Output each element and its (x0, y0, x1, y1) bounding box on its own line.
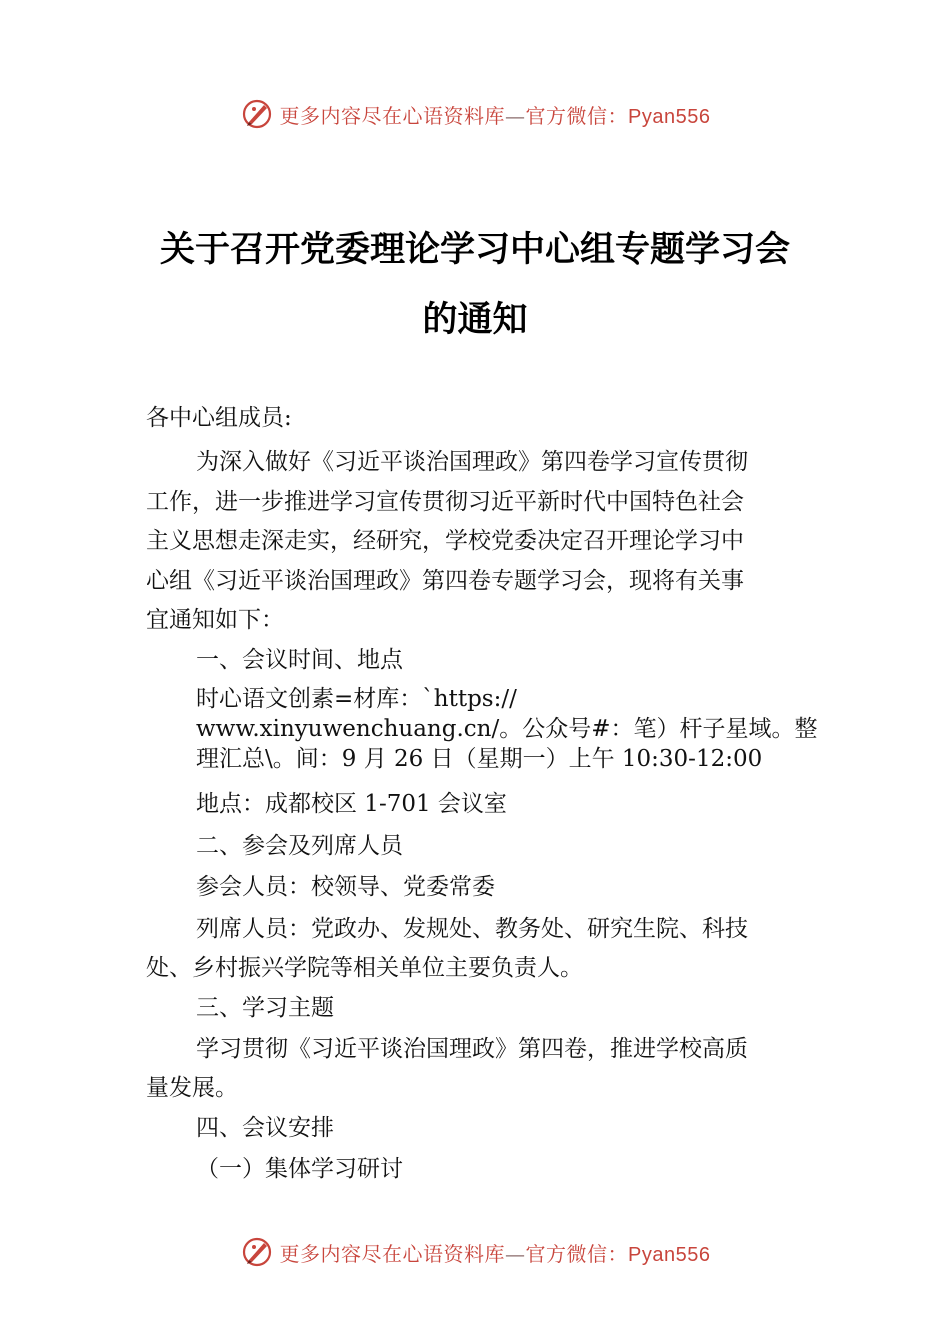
banner-text (280, 1238, 711, 1267)
intro-line: 主义思想走深走实，经研究，学校党委决定召开理论学习中 (146, 528, 744, 554)
section-heading-2: 二、参会及列席人员 (196, 833, 403, 859)
banner-part1: 更多内容尽在心语资料库 (279, 103, 506, 128)
attendees-line: 参会人员：校领导、党委常委 (196, 874, 495, 900)
salutation: 各中心组成员: (146, 405, 292, 431)
banner-dash: — (505, 103, 526, 128)
header-banner (0, 94, 950, 134)
section-heading-4: 四、会议安排 (196, 1115, 334, 1141)
intro-line: 宜通知如下： (146, 607, 284, 633)
pen-logo-icon (240, 1235, 274, 1269)
location-line: 地点：成都校区 1-701 会议室 (196, 791, 507, 817)
banner-wechat-id: Pyan556 (628, 1243, 711, 1266)
intro-line: 工作，进一步推进学习宣传贯彻习近平新时代中国特色社会 (146, 489, 744, 515)
time-line: www.xinyuwenchuang.cn/。公众号#：笔）杆子星域。整 (196, 716, 818, 742)
section-heading-1: 一、会议时间、地点 (196, 647, 403, 673)
banner-part1: 更多内容尽在心语资料库 (279, 1241, 506, 1266)
topic-line: 量发展。 (146, 1075, 238, 1101)
banner-part2: 官方微信： (525, 1241, 629, 1266)
observers-line: 处、乡村振兴学院等相关单位主要负责人。 (146, 955, 583, 981)
banner-part2: 官方微信： (525, 103, 629, 128)
banner-text (280, 100, 711, 129)
intro-line: 为深入做好《习近平谈治国理政》第四卷学习宣传贯彻 (196, 449, 748, 475)
time-line: 时心语文创素=材库：`https:// (196, 686, 517, 712)
topic-line: 学习贯彻《习近平谈治国理政》第四卷，推进学校高质 (196, 1036, 748, 1062)
document-title-line-1: 关于召开党委理论学习中心组专题学习会 (159, 229, 790, 270)
banner-dash: — (505, 1241, 526, 1266)
time-line: 理汇总\。间：9 月 26 日（星期一）上午 10:30-12:00 (196, 746, 763, 772)
footer-banner (0, 1232, 950, 1272)
subsection-heading-1: （一）集体学习研讨 (196, 1156, 403, 1182)
observers-line: 列席人员：党政办、发规处、教务处、研究生院、科技 (196, 916, 748, 942)
banner-wechat-id: Pyan556 (628, 105, 711, 128)
intro-line: 心组《习近平谈治国理政》第四卷专题学习会，现将有关事 (146, 568, 744, 594)
document-title-line-2: 的通知 (422, 299, 528, 340)
section-heading-3: 三、学习主题 (196, 995, 334, 1021)
pen-logo-icon (240, 97, 274, 131)
